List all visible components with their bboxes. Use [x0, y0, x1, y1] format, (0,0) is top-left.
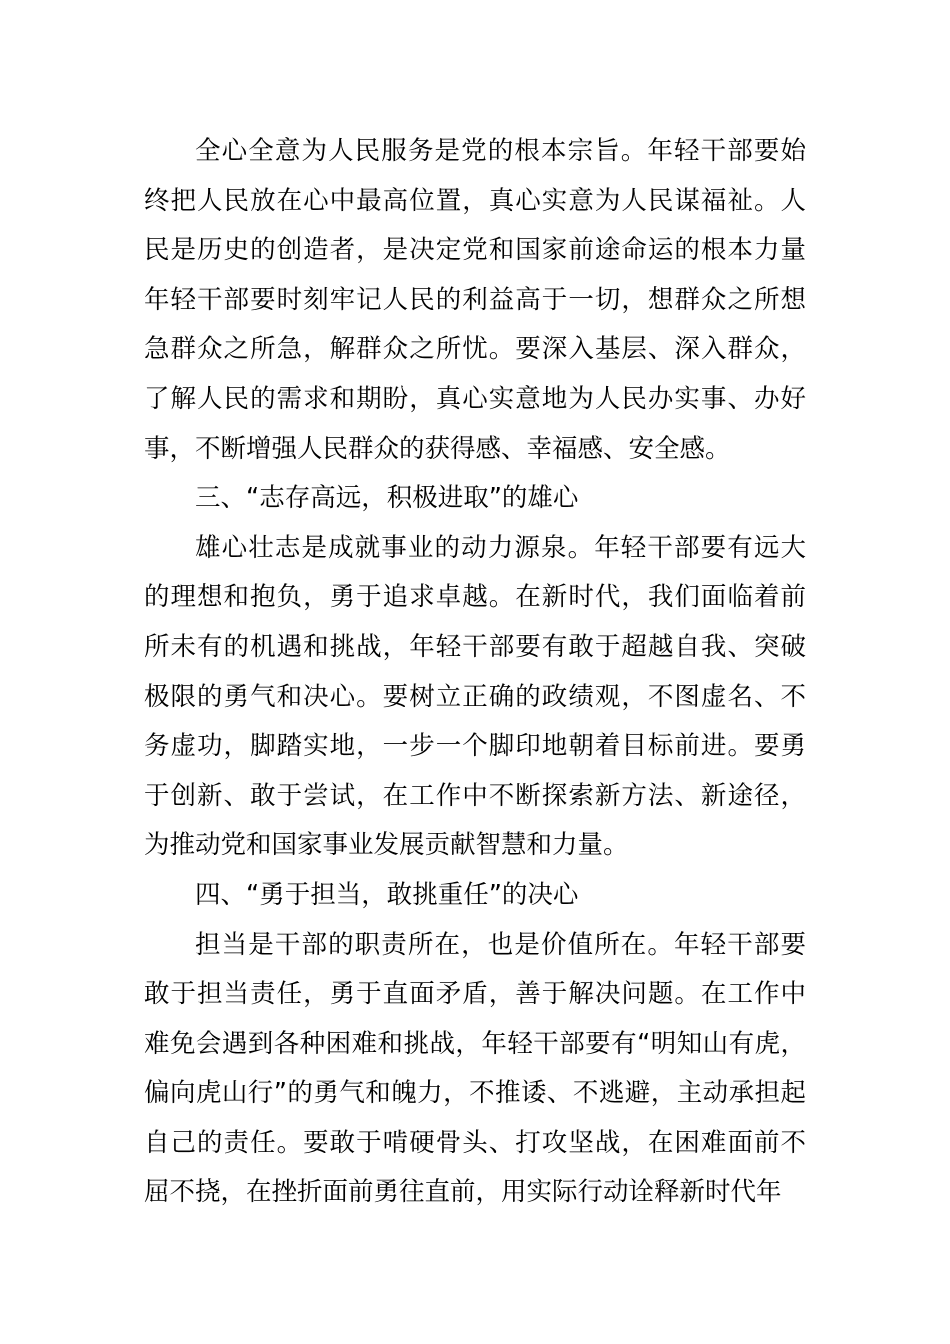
section-heading-3: 三、“志存高远，积极进取”的雄心 [195, 483, 579, 514]
paragraph-serve-people: 全心全意为人民服务是党的根本宗旨。年轻干部要始终把人民放在心中最高位置，真心实意为人民谋福祉。人民是历史的创造者，是决定党和国家前途命运的根本力量年轻干部要时刻牢记人民的利益高于一切，想群众之所想急群众之所急，解群众之所忧。要深入基层、深入群众，了解人民的需求和期盼，真心实意地为人民办实事、办好事，不断增强人民群众的获得感、幸福感、安全感。 [144, 136, 806, 464]
paragraph-ambition: 雄心壮志是成就事业的动力源泉。年轻干部要有远大的理想和抱负，勇于追求卓越。在新时代，我们面临着前所未有的机遇和挑战，年轻干部要有敢于超越自我、突破极限的勇气和决心。要树立正确的政绩观，不图虚名、不务虚功，脚踏实地，一步一个脚印地朝着目标前进。要勇于创新、敢于尝试，在工作中不断探索新方法、新途径，为推动党和国家事业发展贡献智慧和力量。 [144, 532, 806, 861]
paragraph-responsibility: 担当是干部的职责所在，也是价值所在。年轻干部要敢于担当责任，勇于直面矛盾，善于解决问题。在工作中难免会遇到各种困难和挑战，年轻干部要有“明知山有虎，偏向虎山行”的勇气和魄力，不推诿、不逃避，主动承担起自己的责任。要敢于啃硬骨头、打攻坚战，在困难面前不屈不挠，在挫折面前勇往直前，用实际行动诠释新时代年 [144, 929, 806, 1208]
document-body [144, 127, 806, 1218]
section-heading-4: 四、“勇于担当，敢挑重任”的决心 [195, 879, 579, 910]
